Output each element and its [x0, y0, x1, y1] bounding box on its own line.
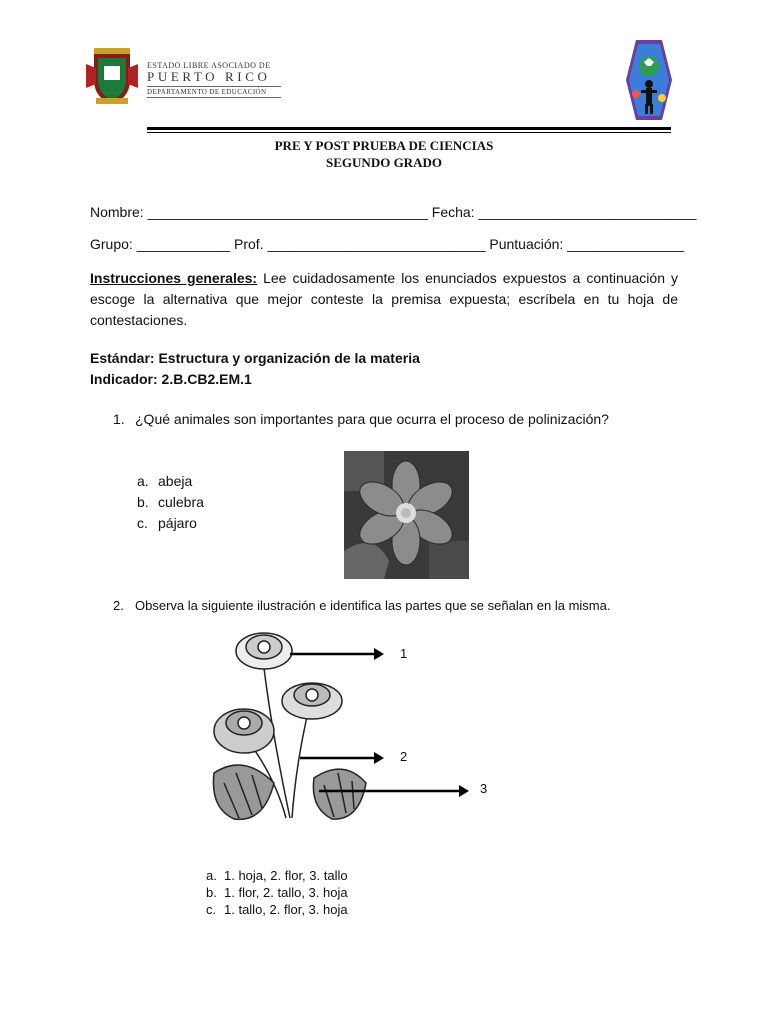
instructions-label: Instrucciones generales: [90, 270, 258, 286]
label-3: 3 [480, 781, 488, 796]
question2-text: Observa la siguiente ilustración e identifica las partes que se señalan en la misma. [135, 598, 611, 613]
science-logo [626, 40, 672, 120]
science-emblem-icon [626, 40, 672, 120]
q2-option-a: 1. hoja, 2. flor, 3. tallo [224, 868, 348, 883]
q2-option-b: 1. flor, 2. tallo, 3. hoja [224, 885, 348, 900]
question1-number: 1. [113, 411, 125, 427]
q1-option-b-letter: b. [137, 494, 149, 510]
logo-divider-bottom [147, 97, 281, 98]
institution-line1: ESTADO LIBRE ASOCIADO DE [147, 61, 271, 70]
coat-of-arms-icon [82, 44, 142, 106]
institution-logo [78, 38, 310, 112]
standard-heading: Estándar: Estructura y organización de la materia [90, 350, 420, 366]
q2-option-c: 1. tallo, 2. flor, 3. hoja [224, 902, 348, 917]
flower-photo [344, 451, 469, 579]
q2-option-a-letter: a. [206, 868, 217, 883]
plant-drawing-icon [204, 623, 504, 828]
q1-option-a: abeja [158, 473, 193, 489]
page-subtitle: SEGUNDO GRADO [326, 155, 442, 170]
instructions-text: Lee cuidadosamente los enunciados expuestos a continuación y escoge la alternativa que mejor conteste la premisa expuesta; escríbela en tu hoja de contestaciones. [90, 270, 678, 328]
instructions [90, 268, 678, 331]
question1-text: ¿Qué animales son importantes para que ocurra el proceso de polinización? [135, 411, 609, 427]
label-2: 2 [400, 749, 408, 764]
q2-option-c-letter: c. [206, 902, 217, 917]
q1-option-b: culebra [158, 494, 204, 510]
institution-line2: PUERTO RICO [147, 69, 271, 84]
plant-illustration [204, 623, 504, 828]
q1-option-c-letter: c. [137, 515, 148, 531]
logo-divider [147, 86, 281, 87]
header-rule [147, 127, 671, 130]
q1-option-c: pájaro [158, 515, 197, 531]
q2-option-b-letter: b. [206, 885, 217, 900]
header-rule-thin [147, 132, 671, 133]
indicator-heading: Indicador: 2.B.CB2.EM.1 [90, 371, 252, 387]
name-date-fields: Nombre: ____________________________________ Fecha: ____________________________ [90, 204, 697, 220]
label-1: 1 [400, 646, 408, 661]
group-score-fields: Grupo: ____________ Prof. ____________________________ Puntuación: _______________ [90, 236, 684, 252]
department-name: DEPARTAMENTO DE EDUCACIÓN [147, 88, 267, 96]
question2-number: 2. [113, 598, 124, 613]
flower-photo-icon [344, 451, 469, 579]
q1-option-a-letter: a. [137, 473, 149, 489]
page-title: PRE Y POST PRUEBA DE CIENCIAS [274, 138, 494, 153]
